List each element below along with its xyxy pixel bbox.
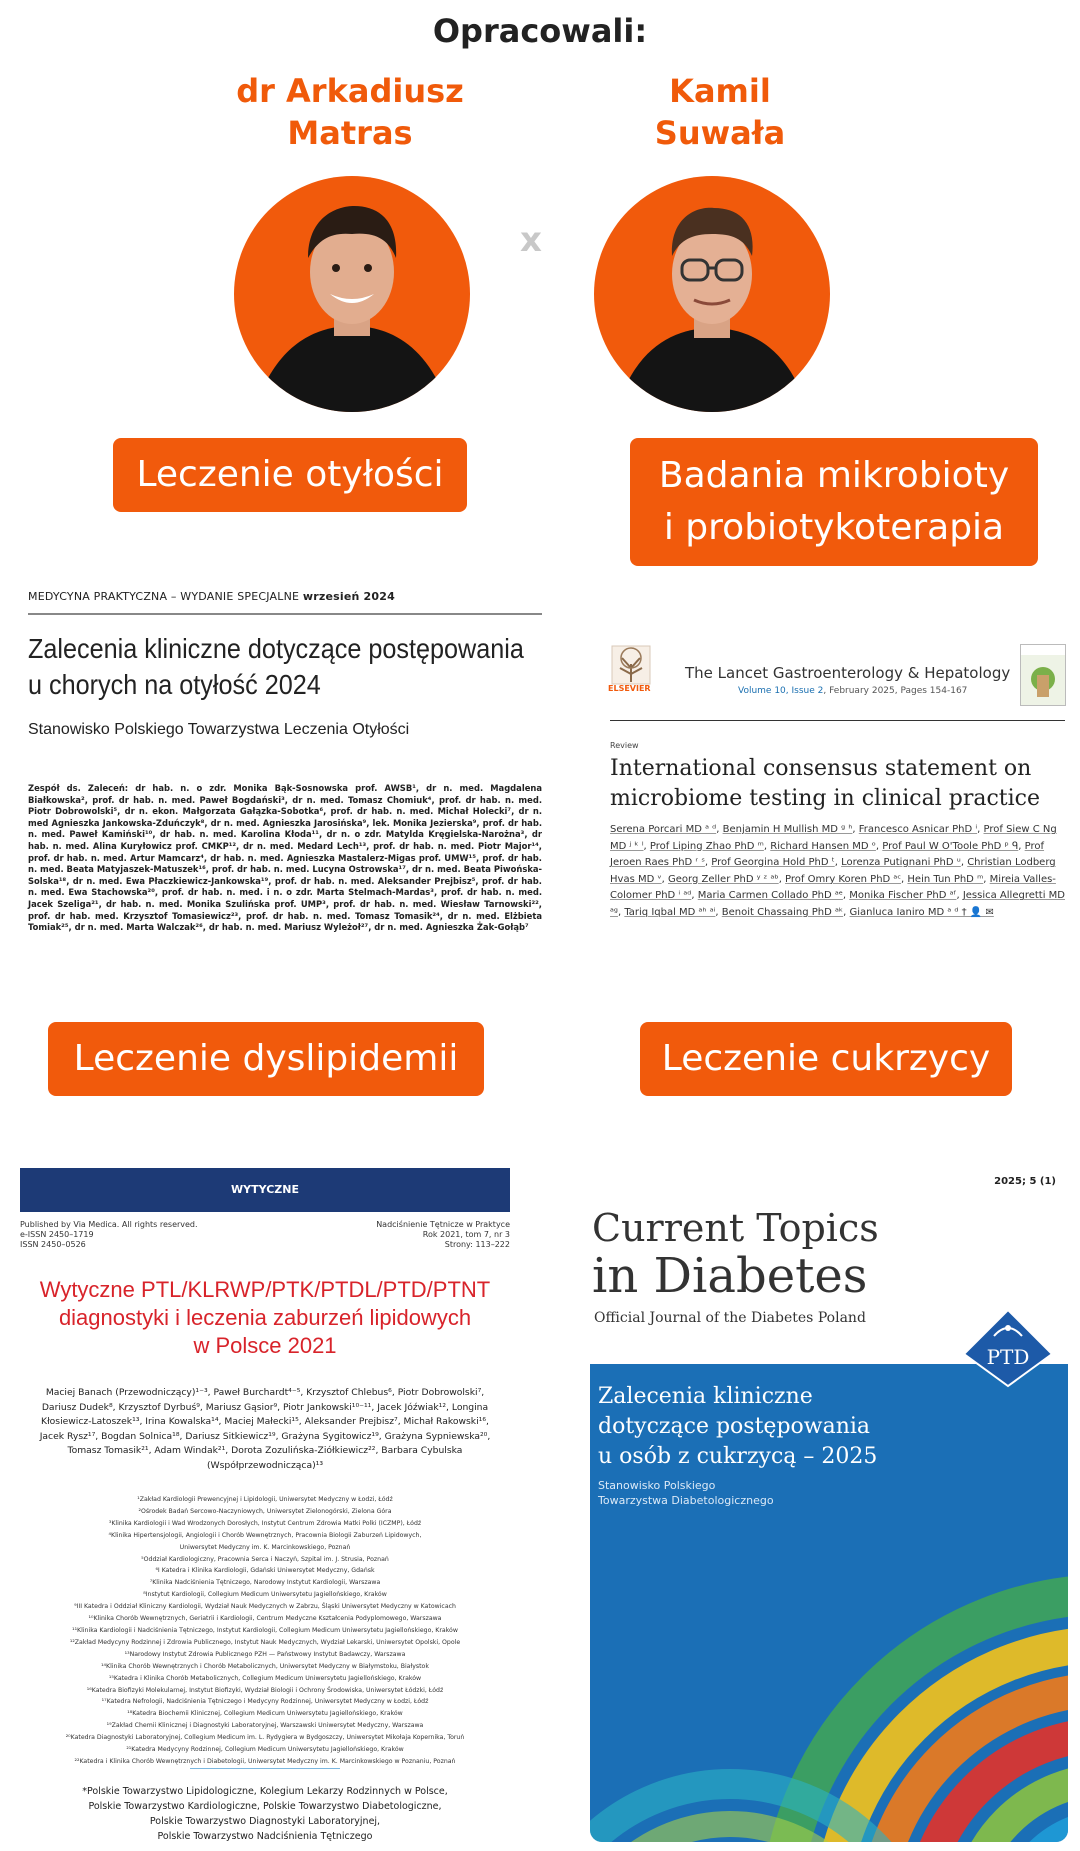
- doc2-author[interactable]: Jessica Allegretti MD ᵃᵍ: [610, 890, 1066, 918]
- doc2-issue-info: [738, 686, 967, 696]
- doc1-title: [28, 631, 532, 703]
- doc2-author-separator: ,: [661, 873, 668, 885]
- ptd-logo: [960, 1306, 1056, 1388]
- doc2-divider: [610, 720, 1065, 721]
- doc3-divider: [190, 1768, 340, 1769]
- doc2-title-line2: microbiome testing in clinical practice: [610, 786, 1041, 811]
- doc2-author-separator: ,: [691, 890, 698, 902]
- doc2-author-separator: ,: [843, 906, 850, 918]
- doc2-journal-name: The Lancet Gastroenterology & Hepatology: [685, 664, 1011, 682]
- doc1-title-line1: Zalecenia kliniczne dotyczące postępowania: [28, 633, 524, 664]
- badge-microbiota-label-line1: Badania mikrobioty: [658, 455, 1010, 496]
- doc2-author-separator: ,: [852, 824, 859, 835]
- badge-dyslipidemia-treatment: [48, 1022, 484, 1096]
- doc2-author[interactable]: Benoit Chassaing PhD ᵃᵏ: [721, 906, 844, 918]
- doc4-journal-title-line1: Current Topics: [592, 1206, 879, 1250]
- doc2-author-separator: ,: [977, 824, 984, 835]
- author-1-second-line: Matras: [287, 114, 413, 152]
- avatar-kamil: [594, 176, 830, 412]
- doc2-author[interactable]: Prof Jeroen Raes PhD ʳ ˢ: [610, 840, 1045, 869]
- doc2-author[interactable]: Georg Zeller PhD ʸ ᶻ ᵃᵇ: [668, 873, 779, 885]
- doc3-journal-info: Nadciśnienie Tętnicze w Praktyce Rok 2021, tom 7, nr 3 Strony: 113–222: [376, 1220, 510, 1249]
- doc2-author-separator: ,: [715, 906, 722, 918]
- doc4-issue-number: 2025; 5 (1): [994, 1176, 1056, 1187]
- ptd-logo-text: PTD: [986, 1345, 1030, 1369]
- doc2-author-separator: ,: [956, 890, 963, 902]
- page-title: Opracowali:: [432, 12, 648, 50]
- doc4-cover-title: Zalecenia kliniczne dotyczące postępowania u osób z cukrzycą – 2025: [598, 1384, 878, 1469]
- document-microbiome-consensus: [610, 644, 1065, 944]
- doc2-issue-details: , February 2025, Pages 154-167: [823, 686, 968, 696]
- doc4-cover-panel: [590, 1364, 1068, 1842]
- journal-cover-thumbnail: [1020, 644, 1066, 706]
- badge-diabetes-label: Leczenie cukrzycy: [661, 1038, 991, 1079]
- doc2-title-line1: International consensus statement on: [610, 756, 1032, 781]
- author-1-first-line: dr Arkadiusz: [236, 72, 464, 110]
- doc2-author-separator: ,: [643, 840, 650, 852]
- doc2-author[interactable]: Gianluca Ianiro MD ᵃ ᵈ † 👤 ✉: [849, 906, 994, 918]
- document-diabetes-guidelines: [590, 1168, 1070, 1843]
- doc2-author-list: [610, 822, 1065, 922]
- doc1-subtitle: Stanowisko Polskiego Towarzystwa Leczenia Otyłości: [28, 721, 410, 738]
- doc3-affiliations: ¹Zakład Kardiologii Prewencyjnej i Lipidologii, Uniwersytet Medyczny w Łodzi, Łódź ²Ośrodek Badań Sercowo-Naczyniowych, Uniwersytet Zielonogórski, Zielona Góra ³Klinika Kardiologii i Wad Wrodzonych Dorosłych, Instytut Centrum Zdrowia Matki Polki (ICZMP), Łódź ⁴Klinika Hipertensjologii, Angiologii i Chorób Wewnętrznych, Pracownia Biologii Zaburzeń Lipidowych, Uniwersytet Medyczny im. K. Marcinkowskiego, Poznań ⁵Oddział Kardiologiczny, Pracownia Serca i Naczyń, Szpital im. J. Strusia, Poznań ⁶I Katedra i Klinika Kardiologii, Gdański Uniwersytet Medyczny, Gdańsk ⁷Klinika Nadciśnienia Tętniczego, Narodowy Instytut Kardiologii, Warszawa ⁸Instytut Kardiologii, Collegium Medicum Uniwersytetu Jagiellońskiego, Kraków ⁹III Katedra i Oddział Kliniczny Kardiologii, Wydział Nauk Medycznych w Zabrzu, Śląski Uniwersytet Medyczny w Katowicach ¹⁰Klinika Chorób Wewnętrznych, Geriatrii i Kardiologii, Centrum Medyczne Kształcenia Podyplomowego, Warszawa ¹¹Klinika Kardiologii i Nadciśnienia Tętniczego, Instytut Kardiologii, Collegium Medicum Uniwersytetu Jagiellońskiego, Kraków ¹²Zakład Medycyny Rodzinnej i Zdrowia Publicznego, Instytut Nauk Medycznych, Wydział Lekarski, Uniwersytet Opolski, Opole ¹³Narodowy Instytut Zdrowia Publicznego PZH — Państwowy Instytut Badawczy, Warszawa ¹⁴Klinika Chorób Wewnętrznych i Chorób Metabolicznych, Uniwersytet Medyczny w Białymstoku, Białystok ¹⁵Katedra i Klinika Chorób Metabolicznych, Collegium Medicum Uniwersytetu Jagiellońskiego, Kraków ¹⁶Katedra Biofizyki Molekularnej, Instytut Biofizyki, Wydział Biologii i Ochrony Środowiska, Uniwersytet Łódzki, Łódź ¹⁷Katedra Nefrologii, Nadciśnienia Tętniczego i Medycyny Rodzinnej, Uniwersytet Medyczny w Łodzi, Łódź ¹⁸Katedra Biochemii Klinicznej, Collegium Medicum Uniwersytetu Jagiellońskiego, Kraków ¹⁹Zakład Chemii Klinicznej i Diagnostyki Laboratoryjnej, Warszawski Uniwersytet Medyczny, Warszawa ²⁰Katedra Diagnostyki Laboratoryjnej, Collegium Medicum im. L. Rydygiera w Bydgoszczy, Uniwersytet Mikołaja Kopernika, Toruń ²¹Katedra Medycyny Rodzinnej, Collegium Medicum Uniwersytetu Jagiellońskiego, Kraków ²²Katedra i Klinika Chorób Wewnętrznych i Diabetologii, Uniwersytet Medyczny im. K. Marcinkowskiego w Poznaniu, Poznań: [65, 1496, 465, 1765]
- doc2-author-separator: ,: [960, 857, 968, 869]
- badge-microbiota-research: [630, 438, 1038, 566]
- doc2-author-separator: ,: [778, 873, 786, 885]
- author-2-first-line: Kamil: [669, 72, 771, 110]
- doc1-header-prefix: MEDYCYNA PRAKTYCZNA – WYDANIE SPECJALNE: [28, 590, 300, 603]
- collaboration-separator: x: [520, 220, 542, 260]
- doc2-title: [610, 754, 1065, 814]
- author-name-1: [200, 70, 500, 154]
- badge-dyslipidemia-label: Leczenie dyslipidemii: [73, 1038, 459, 1079]
- doc2-author-separator: ,: [842, 890, 850, 902]
- doc2-author[interactable]: Prof Liping Zhao PhD ᵐ: [649, 840, 764, 852]
- doc2-author[interactable]: Christian Lodberg Hvas MD ᵛ: [610, 857, 1056, 885]
- doc2-author[interactable]: Prof Omry Koren PhD ᵃᶜ: [785, 873, 902, 885]
- document-obesity-guidelines: [28, 590, 542, 960]
- doc2-author[interactable]: Prof Siew C Ng MD ʲ ᵏ ˡ: [610, 824, 1057, 852]
- badge-obesity-treatment: [113, 438, 467, 512]
- doc2-article-type: Review: [610, 741, 639, 750]
- doc4-cover-subtitle: Stanowisko Polskiego Towarzystwa Diabetologicznego: [598, 1479, 774, 1507]
- doc2-author[interactable]: Tariq Iqbal MD ᵃʰ ᵃⁱ: [624, 906, 716, 918]
- author-2-second-line: Suwała: [654, 114, 786, 152]
- doc2-author[interactable]: Richard Hansen MD ᵒ: [770, 840, 876, 852]
- badge-obesity-treatment-label: Leczenie otyłości: [136, 454, 444, 495]
- badge-diabetes-treatment: [640, 1022, 1012, 1096]
- doc2-author-separator: ,: [983, 873, 990, 885]
- doc3-societies: *Polskie Towarzystwo Lipidologiczne, Kolegium Lekarzy Rodzinnych w Polsce, Polskie Towarzystwo Kardiologiczne, Polskie Towarzystwo Diabetologiczne, Polskie Towarzystwo Diagnostyki Laboratoryjnej, Polskie Towarzystwo Nadciśnienia Tętniczego: [82, 1786, 448, 1842]
- doc4-journal-title-line2: in Diabetes: [592, 1248, 868, 1304]
- doc2-author-separator: ,: [875, 840, 883, 852]
- doc2-author-separator: ,: [901, 873, 908, 885]
- doc2-author-separator: ,: [834, 857, 842, 869]
- doc2-author[interactable]: Serena Porcari MD ᵃ ᵈ: [610, 824, 717, 835]
- doc3-publisher-info: Published by Via Medica. All rights reserved. e-ISSN 2450–1719 ISSN 2450–0526: [20, 1220, 198, 1249]
- doc1-divider: [28, 613, 542, 615]
- doc1-authors: Zespół ds. Zaleceń: dr hab. n. o zdr. Monika Bąk-Sosnowska prof. AWSB¹, dr n. med. Magdalena Białkowska², prof. dr hab. n. med. Paweł Bogdański³, dr n. med. Tomasz Chomiuk⁴, prof. dr hab. n. med. Piotr Dobrowolski⁵, dr n. ekon. Małgorzata Gałązka-Sobotka⁶, prof. dr hab. n. med. Michał Holecki⁷, dr n. med Agnieszka Jankowska-Zduńczyk⁸, dr n. med. Agnieszka Jarosińska⁹, lek. Monika Jezierska⁹, prof. dr hab. n. med. Paweł Kamiński¹⁰, dr hab. n. med. Karolina Kłoda¹¹, dr n. o zdr. Matylda Kręgielska-Narożna³, dr hab. n. med. Alina Kuryłowicz prof. CMKP¹², dr n. med. Medard Lech¹³, prof. dr hab. n. med. Piotr Major¹⁴, prof. dr hab. n. med. Artur Mamcarz⁴, dr hab. n. med. Agnieszka Mastalerz-Migas prof. UMW¹⁵, prof. dr hab. n. med. Beata Matyjaszek-Matuszek¹⁶, prof. dr hab. n. med. Lucyna Ostrowska¹⁷, dr n. med. Beata Piwońska-Solska¹⁸, dr n. med. Ewa Płaczkiewicz-Jankowska¹⁹, prof. dr hab. n. med. Aleksander Prejbisz⁵, prof. dr hab. n. med. Ewa Stachowska²⁰, prof. dr hab. n. med. i n. o zdr. Marta Stelmach-Mardas³, prof. dr hab. n. med. Jacek Szeliga²¹, dr hab. n. med. Monika Szulińska prof. UMP³, prof. dr hab. n. med. Wiesław Tarnowski²², prof. dr hab. med. Krzysztof Tomasiewicz²³, prof. dr hab. n. med. Tomasz Tomasik²⁴, dr n. med. Elżbieta Tomiak²⁵, dr n. med. Marta Walczak²⁶, dr hab. n. med. Mariusz Wyleżoł²⁷, dr n. med. Agnieszka Żak-Gołąb⁷: [28, 783, 543, 933]
- doc3-authors: Maciej Banach (Przewodniczący)¹⁻³, Paweł Burchardt⁴⁻⁵, Krzysztof Chlebus⁶, Piotr Dobrowolski⁷, Dariusz Dudek⁸, Krzysztof Dyrbuś⁹, Mariusz Gąsior⁹, Piotr Jankowski¹⁰⁻¹¹, Jacek Jóźwiak¹², Longina Kłosiewicz-Latoszek¹³, Irina Kowalska¹⁴, Maciej Małecki¹⁵, Aleksander Prejbisz⁷, Michał Rakowski¹⁶, Jacek Rysz¹⁷, Bogdan Solnica¹⁸, Dariusz Sitkiewicz¹⁹, Grażyna Sygitowicz¹⁹, Grażyna Sypniewska²⁰, Tomasz Tomasik²¹, Adam Windak²¹, Dorota Zozulińska-Ziółkiewicz²², Barbara Cybulska (Współprzewodnicząca)¹³: [39, 1387, 491, 1471]
- doc2-author[interactable]: Maria Carmen Collado PhD ᵃᵉ: [697, 890, 843, 902]
- doc1-header: [28, 590, 542, 603]
- doc2-author[interactable]: Monika Fischer PhD ᵃᶠ: [849, 890, 957, 902]
- avatar-arkadiusz: [234, 176, 470, 412]
- doc2-author[interactable]: Prof Georgina Hold PhD ᵗ: [711, 857, 835, 869]
- doc2-author[interactable]: Francesco Asnicar PhD ⁱ: [858, 824, 978, 835]
- doc2-author[interactable]: Mireia Valles-Colomer PhD ⁱ ᵃᵈ: [610, 873, 1056, 902]
- doc2-author-separator: ,: [716, 824, 723, 835]
- doc1-title-line2: u chorych na otyłość 2024: [28, 669, 321, 700]
- doc1-header-date: wrzesień 2024: [302, 590, 395, 603]
- doc3-section-band: WYTYCZNE: [20, 1168, 510, 1212]
- doc2-author[interactable]: Hein Tun PhD ᵐ: [907, 873, 984, 885]
- doc2-author[interactable]: Benjamin H Mullish MD ᵍ ʰ: [722, 824, 853, 835]
- elsevier-logo-text: ELSEVIER: [608, 684, 651, 693]
- doc2-author-separator: ,: [1018, 840, 1025, 852]
- doc4-journal-subtitle: Official Journal of the Diabetes Poland: [594, 1310, 866, 1326]
- doc2-author-separator: ,: [617, 906, 625, 918]
- doc2-author-separator: ,: [763, 840, 771, 852]
- doc2-author[interactable]: Prof Paul W O'Toole PhD ᵖ ᑫ: [882, 840, 1019, 852]
- doc2-author-separator: ,: [704, 857, 712, 869]
- doc2-issue-link[interactable]: Volume 10, Issue 2: [738, 686, 824, 696]
- badge-microbiota-label-line2: i probiotykoterapia: [663, 507, 1005, 548]
- doc2-author[interactable]: Lorenza Putignani PhD ᵘ: [841, 857, 961, 869]
- author-name-2: [570, 70, 870, 154]
- document-lipid-guidelines: [20, 1168, 510, 1842]
- doc3-title: Wytyczne PTL/KLRWP/PTK/PTDL/PTD/PTNT diagnostyki i leczenia zaburzeń lipidowych w Polsce 2021: [39, 1277, 491, 1358]
